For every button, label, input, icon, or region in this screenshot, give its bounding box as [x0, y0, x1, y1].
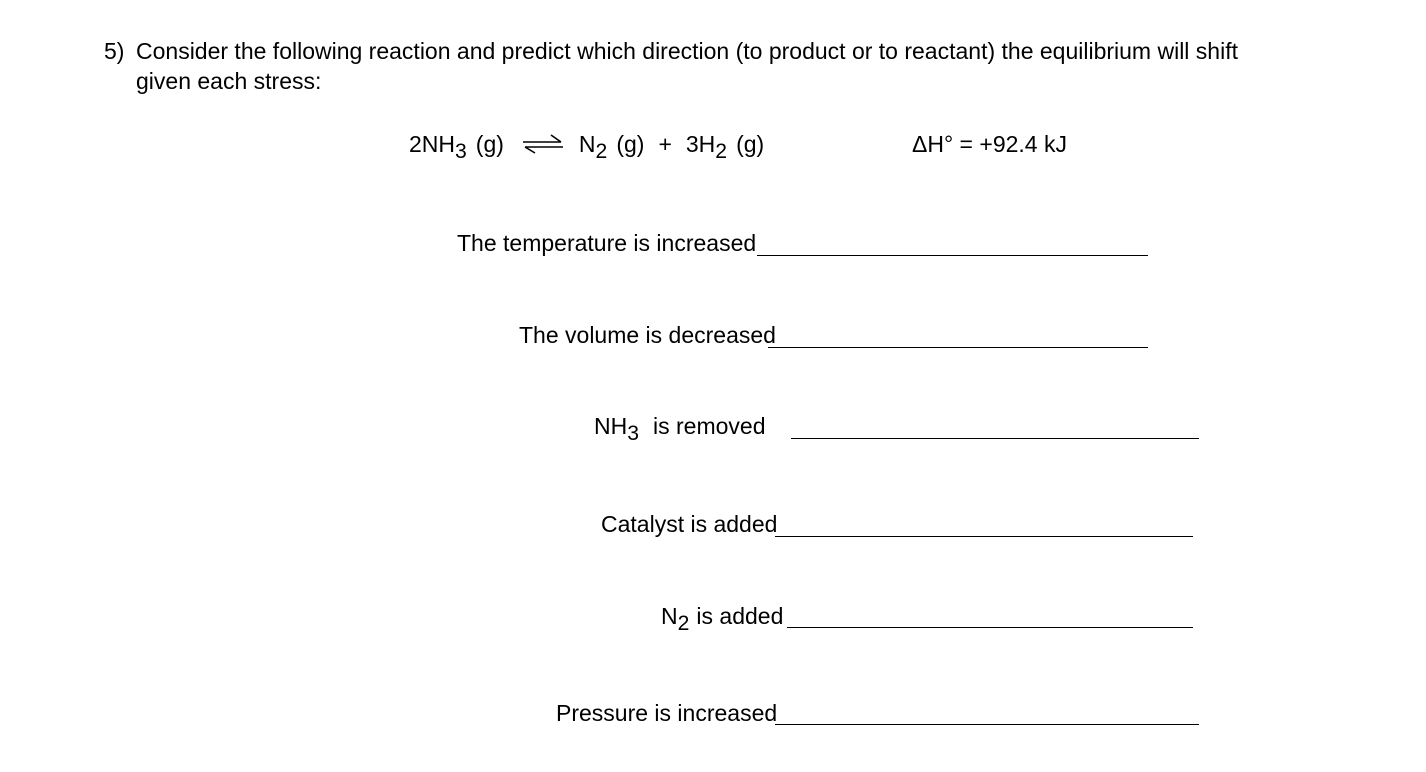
- reaction-equation: [409, 131, 765, 163]
- stress-label-n2-added: N2 is added: [661, 603, 784, 635]
- answer-blank-catalyst[interactable]: [775, 536, 1193, 537]
- question-text-line-1: Consider the following reaction and predict which direction (to product or to reactant) the equilibrium will shift: [136, 38, 1238, 64]
- equilibrium-arrows-icon: [521, 134, 565, 154]
- stress-label-nh3-removed: NH3 is removed: [594, 413, 766, 445]
- question-number: 5): [104, 38, 125, 64]
- answer-blank-pressure[interactable]: [775, 724, 1199, 725]
- answer-blank-n2-added[interactable]: [787, 627, 1193, 628]
- answer-blank-nh3-removed[interactable]: [791, 438, 1199, 439]
- enthalpy-change: ΔH° = +92.4 kJ: [912, 131, 1067, 157]
- reactant-state: (g): [475, 131, 504, 157]
- answer-blank-temperature[interactable]: [757, 255, 1148, 256]
- question-text-line-2: given each stress:: [136, 68, 322, 94]
- stress-label-temperature: The temperature is increased: [457, 230, 757, 256]
- product-h2-state: (g): [736, 131, 765, 157]
- plus-sign: +: [658, 131, 672, 157]
- stress-label-volume: The volume is decreased: [519, 322, 776, 348]
- product-n2-formula: N2: [578, 131, 608, 163]
- reactant-formula: 2NH3: [409, 131, 467, 163]
- stress-label-catalyst: Catalyst is added: [601, 511, 778, 537]
- product-n2-state: (g): [616, 131, 645, 157]
- answer-blank-volume[interactable]: [768, 347, 1148, 348]
- product-h2-formula: 3H2: [685, 131, 728, 163]
- stress-label-pressure: Pressure is increased: [556, 700, 778, 726]
